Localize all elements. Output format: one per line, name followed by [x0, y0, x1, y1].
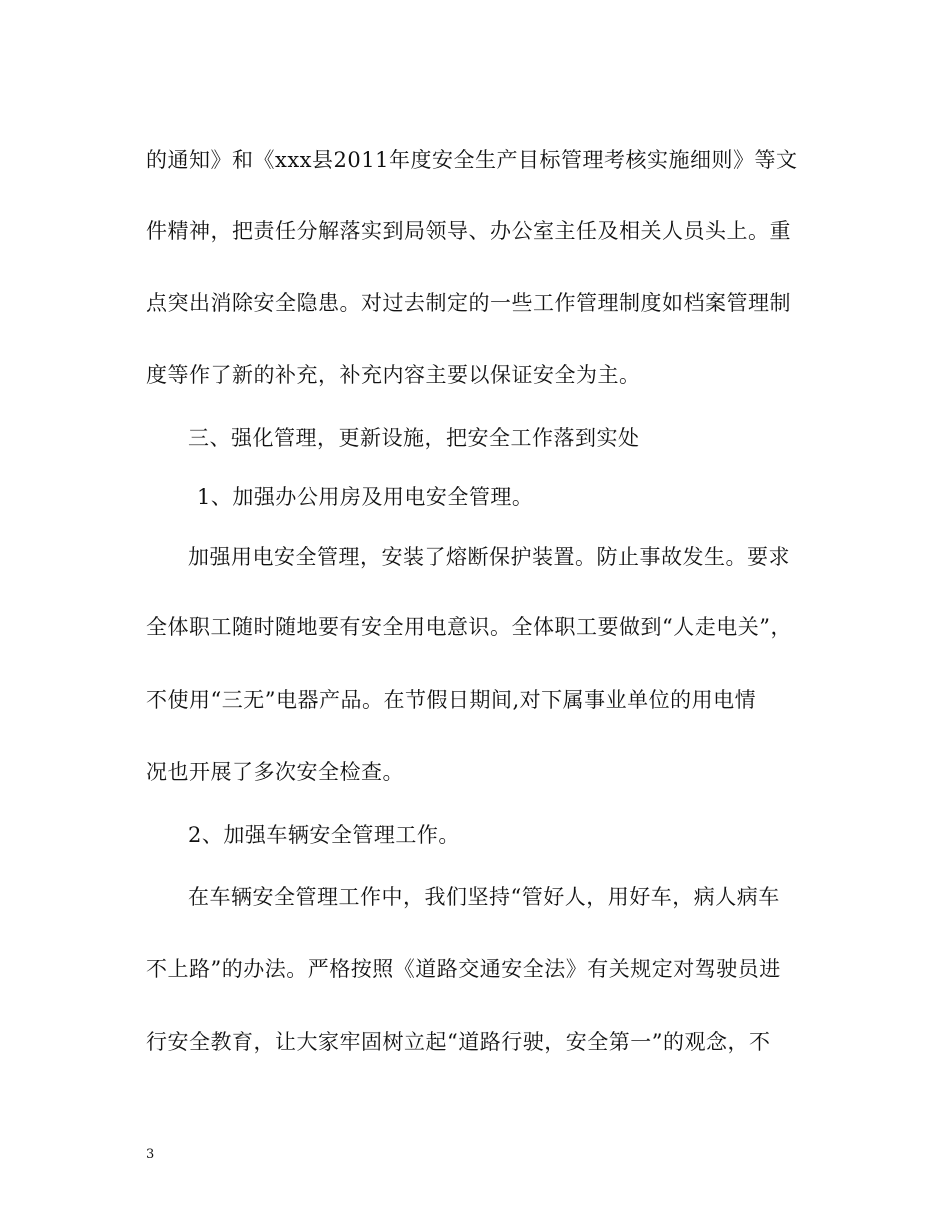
subsection-heading: 2、加强车辆安全管理工作。 — [188, 823, 460, 847]
subsection-heading: 1、加强办公用房及用电安全管理。 — [197, 485, 534, 509]
paragraph-line: 全体职工随时随地要有安全用电意识。全体职工要做到“人走电关”， — [146, 615, 792, 639]
paragraph-line: 加强用电安全管理，安装了熔断保护装置。防止事故发生。要求 — [188, 545, 790, 569]
paragraph-line: 件精神，把责任分解落实到局领导、办公室主任及相关人员头上。重 — [146, 219, 791, 243]
paragraph-line: 点突出消除安全隐患。对过去制定的一些工作管理制度如档案管理制 — [146, 291, 791, 315]
paragraph-line: 行安全教育，让大家牢固树立起“道路行驶，安全第一”的观念，不 — [146, 1030, 771, 1054]
paragraph-line: 在车辆安全管理工作中，我们坚持“管好人，用好车，病人病车 — [188, 885, 780, 909]
paragraph-line: 不上路”的办法。严格按照《道路交通安全法》有关规定对驾驶员进 — [146, 957, 781, 981]
paragraph-line: 况也开展了多次安全检查。 — [146, 760, 404, 784]
paragraph-line: 度等作了新的补充，补充内容主要以保证安全为主。 — [146, 363, 641, 387]
page-number: 3 — [146, 1147, 155, 1162]
section-heading: 三、强化管理，更新设施，把安全工作落到实处 — [188, 426, 640, 450]
paragraph-line: 的通知》和《xxx县2011年度安全生产目标管理考核实施细则》等文 — [146, 148, 798, 172]
paragraph-line: 不使用“三无”电器产品。在节假日期间,对下属事业单位的用电情 — [146, 688, 757, 712]
